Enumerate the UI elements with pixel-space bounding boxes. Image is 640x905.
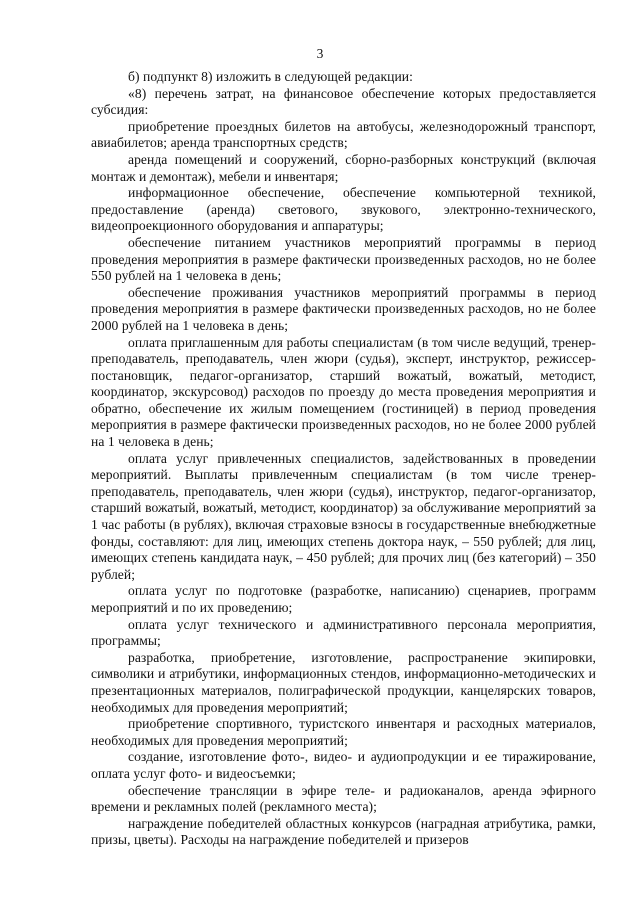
paragraph-scenario-preparation: оплата услуг по подготовке (разработке, написанию) сценариев, программ мероприятий и по их проведению;	[91, 583, 596, 615]
paragraph-tickets: приобретение проездных билетов на автобусы, железнодорожный транспорт, авиабилетов; аренда транспортных средств;	[91, 118, 596, 151]
paragraph-broadcasting: обеспечение трансляции в эфире теле- и радиоканалов, аренда эфирного времени и рекламных полей (рекламного места);	[91, 782, 596, 815]
paragraph-subpoint-b: б) подпункт 8) изложить в следующей редакции:	[128, 69, 413, 84]
paragraph-equipment-symbols: разработка, приобретение, изготовление, распространение экипировки, символики и атрибутики, информационных стендов, информационно-методических и презентационных материалов, полиграфической продукции, канцелярских товаров, необходимых для проведения мероприятий;	[91, 649, 596, 715]
paragraph-accommodation: обеспечение проживания участников мероприятий программы в период проведения мероприятия в размере фактически произведенных расходов, но не более 2000 рублей на 1 человека в день;	[91, 284, 596, 333]
paragraph-awards: награждение победителей областных конкурсов (наградная атрибутика, рамки, призы, цветы). Расходы на награждение победителей и призеров	[91, 815, 596, 848]
paragraph-sports-inventory: приобретение спортивного, туристского инвентаря и расходных материалов, необходимых для проведения мероприятий;	[91, 716, 596, 748]
document-body	[91, 69, 596, 849]
page-number: 3	[316, 46, 324, 61]
paragraph-media-production: создание, изготовление фото-, видео- и аудиопродукции и ее тиражирование, оплата услуг фото- и видеосъемки;	[91, 749, 596, 781]
paragraph-information-support: информационное обеспечение, обеспечение компьютерной техникой, предоставление (аренда) светового, звукового, электронно-технического, видеопроекционного оборудования и аппаратуры;	[91, 185, 596, 234]
paragraph-specialist-services: оплата услуг привлеченных специалистов, задействованных в проведении мероприятий. Выплаты привлеченным специалистам (в том числе тренер-преподаватель, преподаватель, член жюри (судья), инструктор, педагог-организатор, старший вожатый, вожатый, методист, координатор) за обслуживание мероприятий за 1 час работы (в рублях), включая страховые взносы в государственные внебюджетные фонды, составляют: для лиц, имеющих степень доктора наук, – 550 рублей; для лиц, имеющих степень кандидата наук, – 450 рублей; для прочих лиц (без категорий) – 350 рублей;	[91, 450, 596, 582]
paragraph-invited-specialists: оплата приглашенным для работы специалистам (в том числе ведущий, тренер-преподаватель, преподаватель, член жюри (судья), эксперт, инструктор, режиссер-постановщик, педагог-организатор, старший вожатый, вожатый, методист, координатор, экскурсовод) расходов по проезду до места проведения мероприятия и обратно, обеспечение их жилым помещением (гостиницей) в период проведения мероприятия в размере фактически произведенных расходов, но не более 2000 рублей на 1 человека в день;	[91, 334, 596, 450]
paragraph-cost-list-intro: «8) перечень затрат, на финансовое обеспечение которых предоставляется субсидия:	[91, 85, 596, 118]
paragraph-technical-staff: оплата услуг технического и административного персонала мероприятия, программы;	[91, 616, 596, 649]
paragraph-premises-rent: аренда помещений и сооружений, сборно-разборных конструкций (включая монтаж и демонтаж), мебели и инвентаря;	[91, 151, 596, 184]
paragraph-catering: обеспечение питанием участников мероприятий программы в период проведения мероприятия в размере фактически произведенных расходов, но не более 550 рублей на 1 человека в день;	[91, 234, 596, 284]
